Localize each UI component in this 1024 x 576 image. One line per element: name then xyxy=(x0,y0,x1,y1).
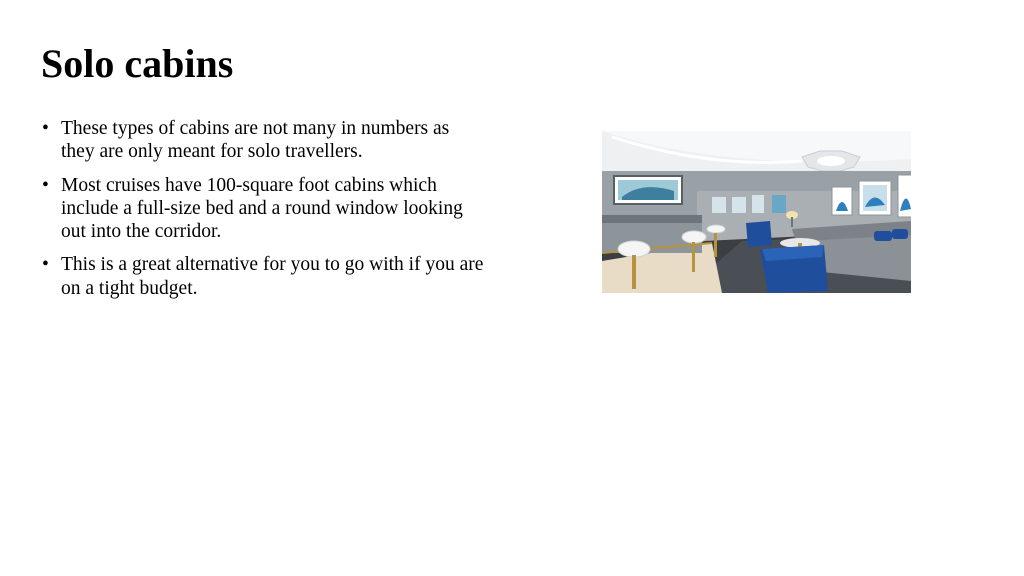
slide-title: Solo cabins xyxy=(41,41,234,86)
bullet-text: Most cruises have 100-square foot cabins which include a full-size bed and a round window looking out into the corridor. xyxy=(61,174,463,243)
bullet-mark: • xyxy=(42,254,49,276)
bullet-list xyxy=(40,117,485,310)
bullet-mark: • xyxy=(42,118,49,139)
bullet-mark: • xyxy=(42,174,49,196)
bullet-item xyxy=(40,174,485,244)
bullet-text: This is a great alternative for you to go with if you are on a tight budget. xyxy=(61,254,484,299)
bullet-item xyxy=(40,253,485,300)
bullet-text: These types of cabins are not many in numbers as they are only meant for solo travellers. xyxy=(61,118,450,163)
bullet-item xyxy=(40,117,485,164)
cruise-ship-lounge-photo xyxy=(602,131,911,293)
lounge-illustration xyxy=(602,131,911,293)
